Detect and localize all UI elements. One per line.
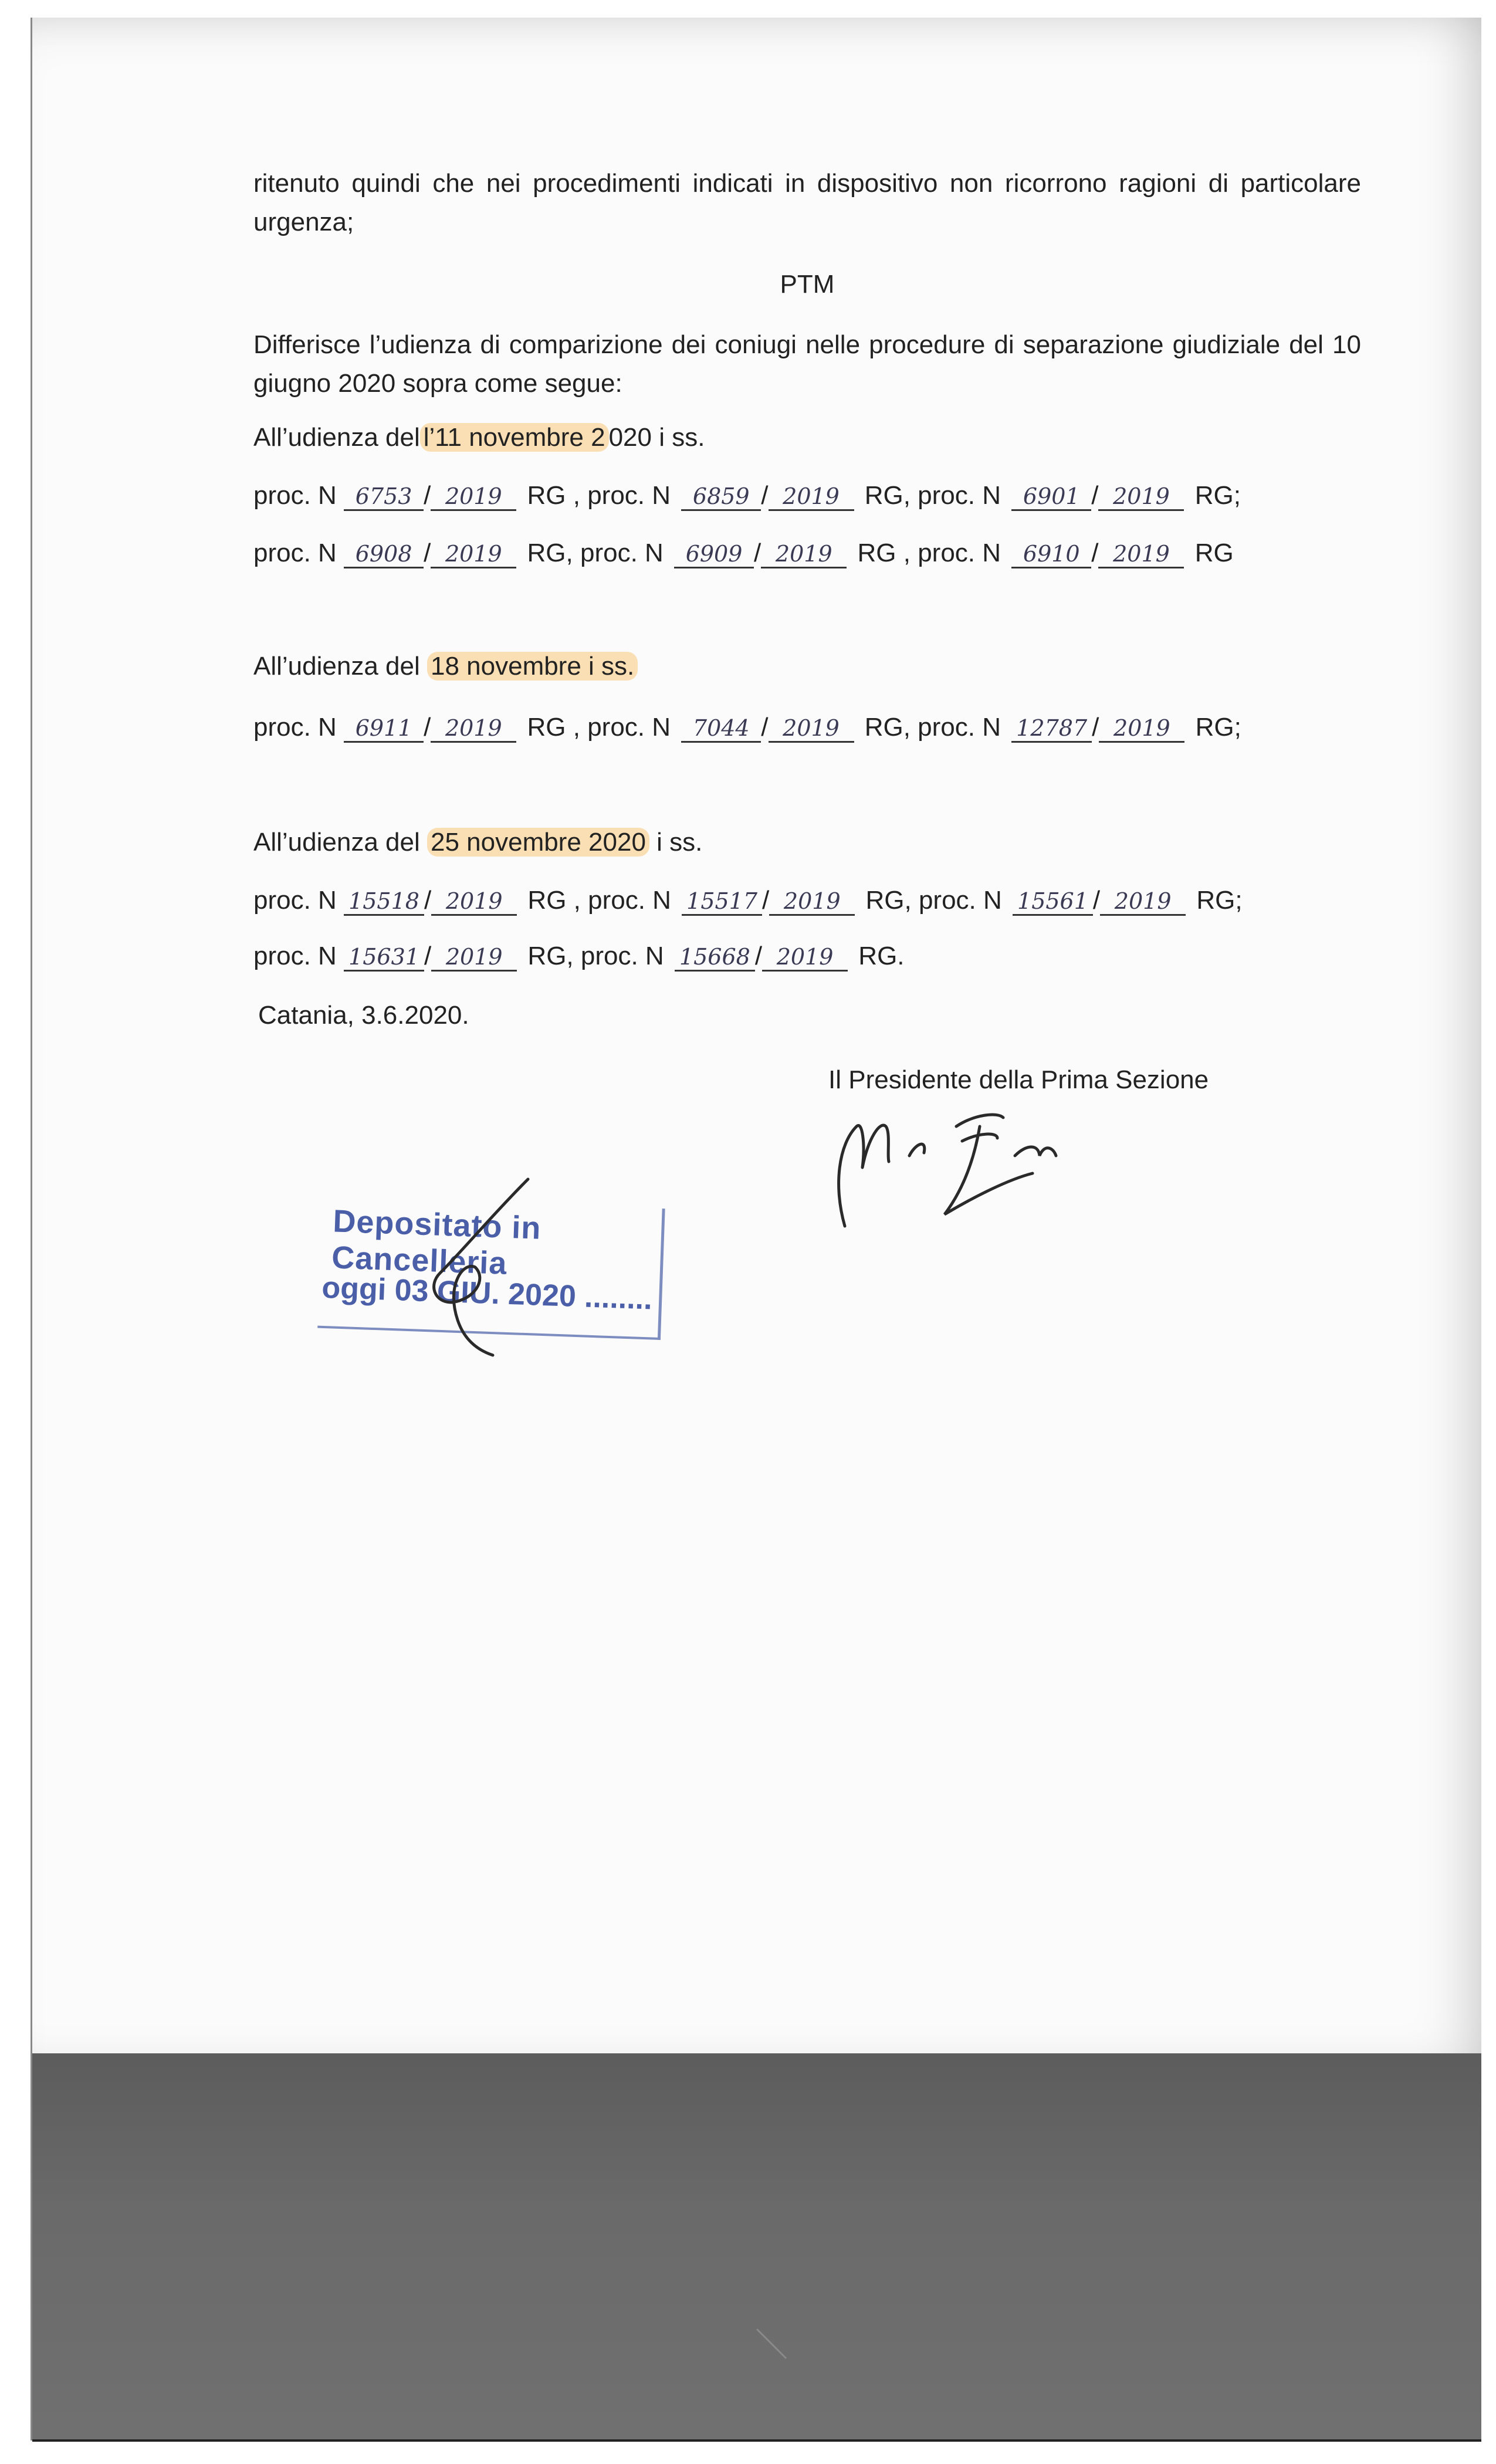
proc-year: 2019 bbox=[769, 485, 854, 511]
proc-label: RG , proc. N bbox=[527, 713, 671, 742]
proc-year: 2019 bbox=[1100, 889, 1186, 916]
proc-label: RG; bbox=[1194, 481, 1241, 510]
scanner-background bbox=[32, 2053, 1481, 2441]
stamp-line-1: Depositato in Cancelleria bbox=[331, 1203, 542, 1281]
hearing-suffix: 020 i ss. bbox=[608, 423, 705, 452]
place-date: Catania, 3.6.2020. bbox=[258, 1001, 469, 1030]
proc-year: 2019 bbox=[1098, 542, 1184, 568]
proc-year: 2019 bbox=[761, 542, 847, 568]
hearing-prefix: All’udienza del bbox=[253, 828, 420, 857]
scanned-page bbox=[32, 18, 1481, 2053]
intro-paragraph: ritenuto quindi che nei procedimenti indicati in dispositivo non ricorrono ragioni di particolare urgenza; bbox=[253, 169, 1361, 236]
proc-label: proc. N bbox=[253, 886, 337, 915]
hearing-prefix: All’udienza del bbox=[253, 423, 420, 452]
scan-edge bbox=[31, 18, 32, 2441]
proc-row-1: proc. N 6753 / 2019 RG , proc. N 6859 / 2019 RG, proc. N 6901 / 2019 RG; bbox=[253, 481, 1241, 510]
proc-label: RG. bbox=[858, 942, 905, 970]
stamp-line-2: oggi 03 GIU. 2020 ........ bbox=[321, 1270, 653, 1316]
scan-edge-bottom bbox=[32, 2439, 1481, 2442]
ptm-heading: PTM bbox=[780, 270, 835, 299]
hearing-2 bbox=[253, 648, 638, 685]
proc-label: RG; bbox=[1196, 886, 1243, 915]
proc-year: 2019 bbox=[769, 889, 855, 916]
proc-year: 2019 bbox=[431, 889, 517, 916]
proc-number: 6859 bbox=[681, 485, 761, 511]
proc-year: 2019 bbox=[1098, 485, 1184, 511]
proc-number: 6909 bbox=[674, 542, 754, 568]
scan-artifact bbox=[751, 2323, 798, 2370]
hearing-1 bbox=[253, 419, 705, 456]
proc-row-2: proc. N 6908 / 2019 RG, proc. N 6909 / 2019 RG , proc. N 6910 / 2019 RG bbox=[253, 539, 1234, 567]
proc-label: RG, proc. N bbox=[865, 886, 1002, 915]
proc-label: proc. N bbox=[253, 713, 337, 742]
proc-number: 6901 bbox=[1011, 485, 1091, 511]
signatory-title: Il Presidente della Prima Sezione bbox=[828, 1065, 1209, 1094]
proc-label: RG , proc. N bbox=[857, 539, 1001, 567]
proc-number: 7044 bbox=[681, 716, 761, 743]
proc-number: 6911 bbox=[344, 716, 424, 743]
proc-label: RG, proc. N bbox=[527, 539, 664, 567]
proc-row-5: proc. N 15631 / 2019 RG, proc. N 15668 / 2019 RG. bbox=[253, 942, 905, 970]
proc-label: proc. N bbox=[253, 481, 337, 510]
proc-number: 6910 bbox=[1011, 542, 1091, 568]
proc-number: 15631 bbox=[344, 945, 424, 972]
order-paragraph: Differisce l’udienza di comparizione dei coniugi nelle procedure di separazione giudiziale del 10 giugno 2020 sopra come segue: bbox=[253, 330, 1361, 398]
proc-label: proc. N bbox=[253, 539, 337, 567]
proc-number: 6753 bbox=[344, 485, 424, 511]
proc-label: RG, proc. N bbox=[527, 942, 664, 970]
hearing-suffix: i ss. bbox=[649, 828, 703, 857]
proc-year: 2019 bbox=[431, 542, 516, 568]
proc-number: 15668 bbox=[675, 945, 755, 972]
proc-number: 12787 bbox=[1011, 716, 1092, 743]
signature bbox=[821, 1091, 1126, 1238]
proc-label: RG, proc. N bbox=[864, 481, 1001, 510]
hearing-prefix: All’udienza del bbox=[253, 652, 420, 681]
proc-year: 2019 bbox=[762, 945, 848, 972]
proc-number: 6908 bbox=[344, 542, 424, 568]
proc-row-4: proc. N 15518 / 2019 RG , proc. N 15517 / 2019 RG, proc. N 15561 / 2019 RG; bbox=[253, 886, 1243, 915]
proc-label: RG; bbox=[1195, 713, 1241, 742]
hearing-3 bbox=[253, 824, 702, 861]
proc-label: RG , proc. N bbox=[527, 886, 671, 915]
clerk-signature bbox=[375, 1167, 563, 1361]
hearing-date-highlight: 18 novembre i ss. bbox=[427, 652, 638, 681]
proc-year: 2019 bbox=[431, 716, 516, 743]
proc-year: 2019 bbox=[431, 485, 516, 511]
proc-year: 2019 bbox=[769, 716, 854, 743]
proc-number: 15561 bbox=[1013, 889, 1093, 916]
proc-year: 2019 bbox=[1099, 716, 1184, 743]
proc-label: RG , proc. N bbox=[527, 481, 671, 510]
proc-year: 2019 bbox=[431, 945, 517, 972]
proc-number: 15518 bbox=[344, 889, 424, 916]
hearing-date-highlight: 25 novembre 2020 bbox=[427, 828, 649, 857]
proc-label: proc. N bbox=[253, 942, 337, 970]
proc-label: RG, proc. N bbox=[864, 713, 1001, 742]
hearing-date-highlight: l’11 novembre 2 bbox=[420, 423, 609, 452]
proc-label: RG bbox=[1194, 539, 1234, 567]
proc-row-3: proc. N 6911 / 2019 RG , proc. N 7044 / 2019 RG, proc. N 12787 / 2019 RG; bbox=[253, 713, 1241, 742]
proc-number: 15517 bbox=[682, 889, 762, 916]
